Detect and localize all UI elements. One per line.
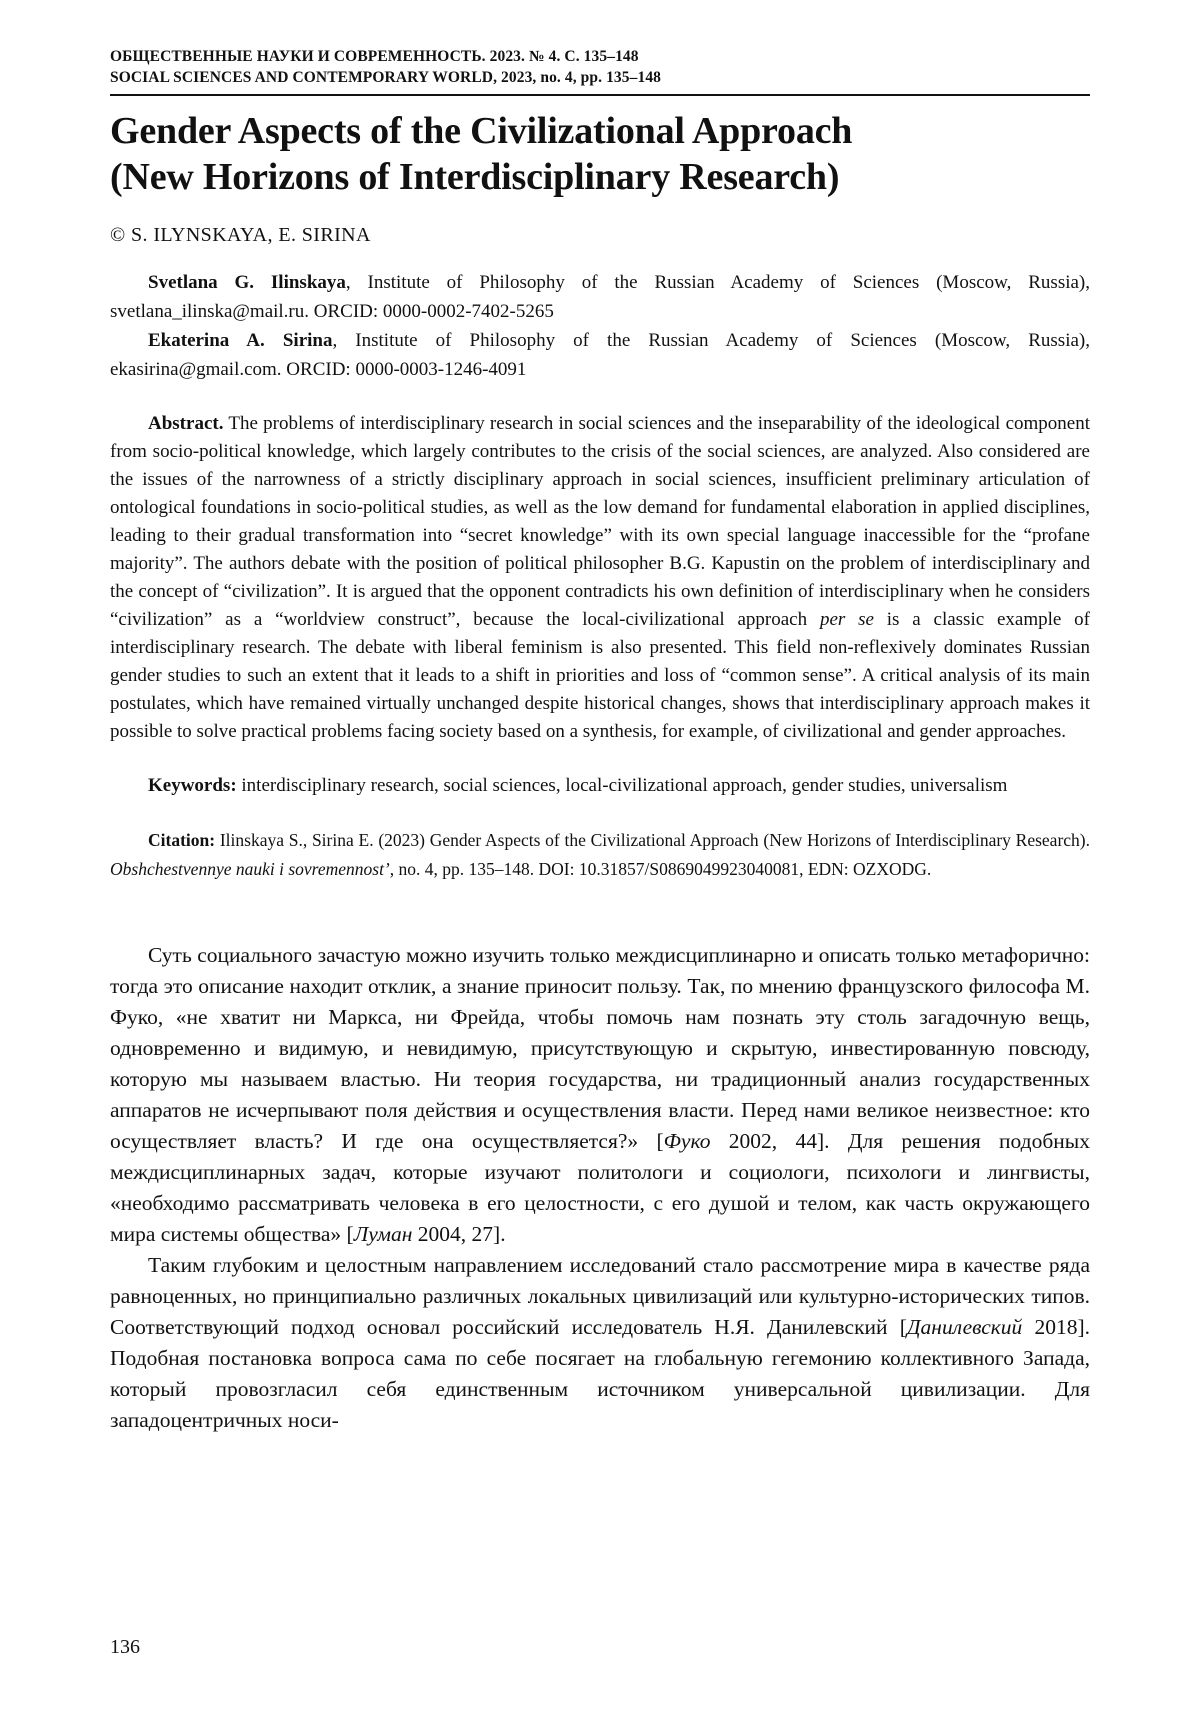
citation-block [110, 826, 1090, 884]
page [110, 46, 1090, 1436]
abstract-block [110, 410, 1090, 746]
author-2 [110, 326, 1090, 384]
abstract-label: Abstract. [148, 413, 224, 434]
p1-text-3: 2004, 27]. [412, 1222, 506, 1246]
p2-text-1: Таким глубоким и целостным направлением исследований стало рассмотрение мира в качестве ряда равноценных, но принципиально различных локальных цивилизаций или культурно-исторических типов. Соответствующий подход основал российский исследователь Н.Я. Данилевский [ [110, 1253, 1090, 1339]
running-head-ru: ОБЩЕСТВЕННЫЕ НАУКИ И СОВРЕМЕННОСТЬ. 2023. № 4. С. 135–148 [110, 48, 639, 65]
author-1-details: , Institute of Philosophy of the Russian Academy of Sciences (Moscow, Russia), svetlana_ilinska@mail.ru. ORCID: 0000-0002-7402-5265 [110, 272, 1090, 322]
keywords [110, 772, 1090, 800]
p2-cite-danilevsky: Данилевский [906, 1315, 1023, 1339]
abstract-text-1: The problems of interdisciplinary research in social sciences and the inseparability of the ideological component from socio-political knowledge, which largely contributes to the crisis of the social sciences, are analyzed. Also considered are the issues of the narrowness of a strictly disciplinary approach in social sciences, insufficient preliminary articulation of ontological foundations in socio-political studies, as well as the low demand for fundamental elaboration in applied disciplines, leading to their gradual transformation into “secret knowledge” with its own special language inaccessible for the “profane majority”. The authors debate with the position of political philosopher B.G. Kapustin on the problem of interdisciplinary and the concept of “civilization”. It is argued that the opponent contradicts his own definition of interdisciplinary when he considers “civilization” as a “worldview construct”, because the local-civilizational approach [110, 413, 1090, 630]
abstract-italic: per se [819, 609, 874, 630]
keywords-block [110, 772, 1090, 800]
running-head-en: SOCIAL SCIENCES AND CONTEMPORARY WORLD, 2023, no. 4, pp. 135–148 [110, 69, 662, 86]
p1-cite-foucault: Фуко [663, 1129, 711, 1153]
keywords-text: interdisciplinary research, social sciences, local-civilizational approach, gender studies, universalism [236, 775, 1008, 796]
running-head [110, 46, 1090, 88]
title-line-2: (New Horizons of Interdisciplinary Research) [110, 156, 840, 198]
p1-cite-luhmann: Луман [353, 1222, 413, 1246]
p2-text-2: 2018]. Подобная постановка вопроса сама по себе посягает на глобальную гегемонию коллективного Запада, который провозгласил себя единственным источником универсальной цивилизации. Для западоцентричных носи- [110, 1315, 1090, 1432]
citation-text-1: Ilinskaya S., Sirina E. (2023) Gender Aspects of the Civilizational Approach (New Horizons of Interdisciplinary Research). [215, 830, 1090, 850]
author-1 [110, 268, 1090, 326]
author-2-details: , Institute of Philosophy of the Russian Academy of Sciences (Moscow, Russia), ekasirina@gmail.com. ORCID: 0000-0003-1246-4091 [110, 330, 1090, 380]
citation-text-2: , no. 4, pp. 135–148. DOI: 10.31857/S086904992304008​1, EDN: OZXODG. [389, 859, 932, 879]
body-paragraph-1 [110, 940, 1090, 1250]
keywords-label: Keywords: [148, 775, 237, 796]
header-rule [110, 94, 1090, 96]
p1-text-1: Суть социального зачастую можно изучить только междисциплинарно и описать только метафорично: тогда это описание находит отклик, а знание приносит пользу. Так, по мнению французского философа М. Фуко, «не хватит ни Маркса, ни Фрейда, чтобы помочь нам познать эту столь загадочную вещь, одновременно и видимую, и невидимую, присутствующую и скрытую, инвестированную повсюду, которую мы называем властью. Ни теория государства, ни традиционный анализ государственных аппаратов не исчерпывают поля действия и осуществления власти. Перед нами великое неизвестное: кто осуществляет власть? И где она осуществляется?» [ [110, 943, 1090, 1153]
citation-label: Citation: [148, 830, 216, 850]
abstract [110, 410, 1090, 746]
author-1-name: Svetlana G. Ilinskaya [148, 272, 346, 293]
page-number: 136 [110, 1636, 140, 1658]
author-affiliations [110, 268, 1090, 384]
p1-text-2: 2002, 44]. Для решения подобных междисциплинарных задач, которые изучают политологи и социологи, психологи и лингвисты, «необходимо рассматривать человека в его целостности, с его душой и телом, как часть окружающего мира системы общества» [ [110, 1129, 1090, 1246]
title-line-1: Gender Aspects of the Civilizational Approach [110, 110, 853, 152]
copyright-line: © S. ILYNSKAYA, E. SIRINA [110, 224, 371, 246]
citation-journal: Obshchestvennye nauki i sovremennost’ [110, 859, 390, 879]
body-paragraph-2 [110, 1250, 1090, 1436]
article-title [110, 108, 1090, 200]
main-text [110, 940, 1090, 1436]
citation [110, 826, 1090, 884]
abstract-text-2: is a classic example of interdisciplinary research. The debate with liberal feminism is also presented. This field non-reflexively dominates Russian gender studies to such an extent that it leads to a shift in priorities and loss of “common sense”. A critical analysis of its main postulates, which have remained virtually unchanged despite historical changes, shows that interdisciplinary approach makes it possible to solve practical problems facing society based on a synthesis, for example, of civilizational and gender approaches. [110, 609, 1090, 742]
author-2-name: Ekaterina A. Sirina [148, 330, 333, 351]
